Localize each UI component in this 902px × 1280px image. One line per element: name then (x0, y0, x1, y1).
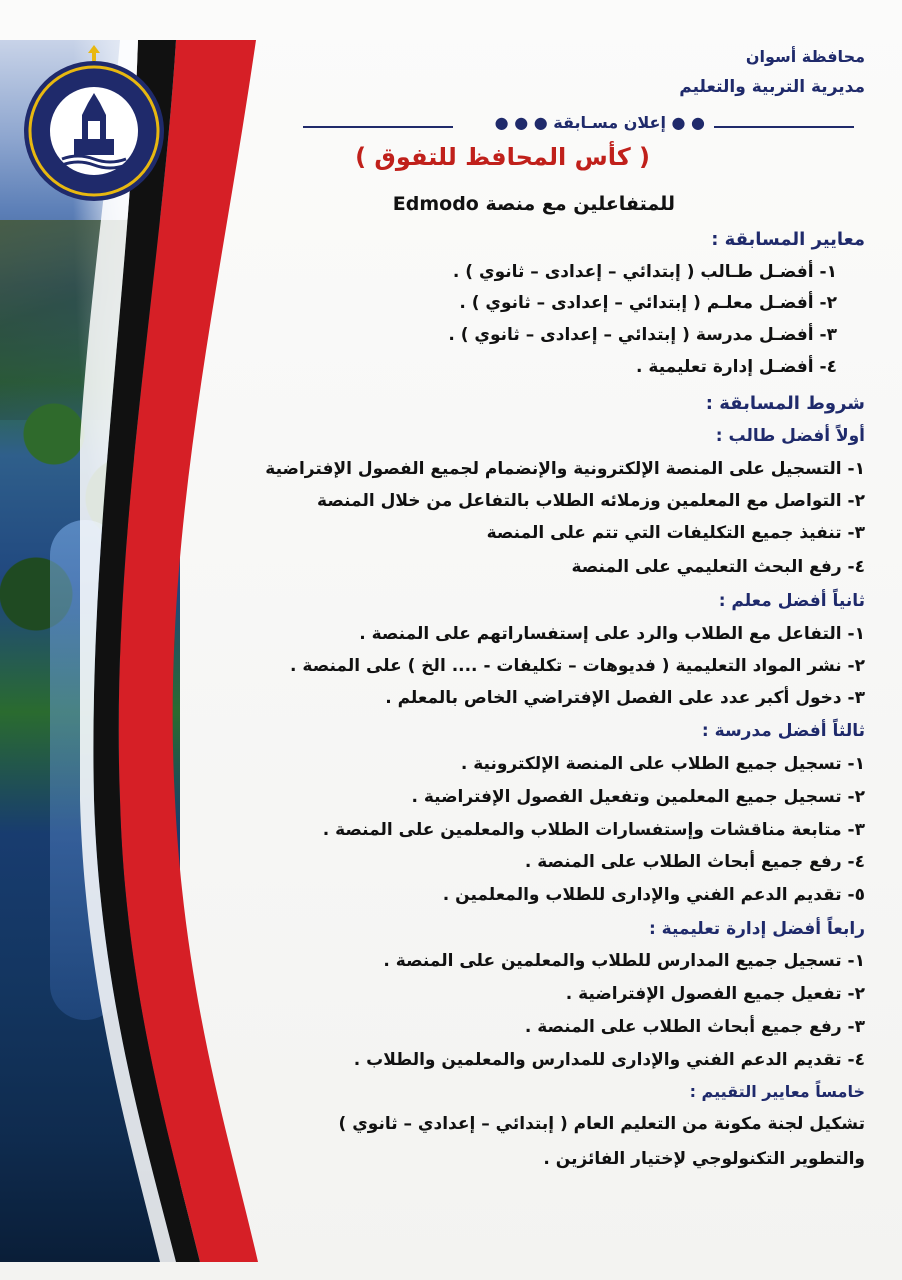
student-item: ٤- رفع البحث التعليمي على المنصة (571, 557, 865, 577)
school-item: ٤- رفع جميع أبحاث الطلاب على المنصة . (524, 852, 865, 872)
school-item: ٢- تسجيل جميع المعلمين وتفعيل الفصول الإفتراضية . (411, 787, 865, 807)
student-heading: أولاً أفضل طالب : (715, 426, 865, 446)
criteria-heading: معايير المسابقة : (711, 229, 865, 250)
admin-item: ٢- تفعيل جميع الفصول الإفتراضية . (565, 984, 865, 1004)
governorate-logo (22, 43, 167, 203)
teacher-item: ١- التفاعل مع الطلاب والرد على إستفساراتهم على المنصة . (359, 624, 865, 644)
subtitle: للمتفاعلين مع منصة Edmodo (392, 193, 675, 215)
announcement-title (495, 113, 705, 132)
cup-title: ( كأس المحافظ للتفوق ) (355, 143, 650, 171)
admin-item: ١- تسجيل جميع المدارس للطلاب والمعلمين على المنصة . (383, 951, 865, 971)
evaluation-heading: خامساً معايير التقييم : (689, 1082, 865, 1101)
announcement-text: إعلان مسـابقة (553, 113, 666, 132)
governorate-name: محافظة أسوان (745, 47, 865, 66)
announcement-rule-left (303, 126, 453, 128)
criteria-item: ٢- أفضـل معلـم ( إبتدائي – إعدادى – ثانوي ) . (459, 293, 837, 313)
admin-item: ٤- تقديم الدعم الفني والإدارى للمدارس والمعلمين والطلاب . (353, 1050, 865, 1070)
student-item: ٢- التواصل مع المعلمين وزملائه الطلاب بالتفاعل من خلال المنصة (317, 491, 865, 511)
teacher-item: ٢- نشر المواد التعليمية ( فديوهات – تكليفات - .... الخ ) على المنصة . (290, 656, 865, 676)
criteria-item: ٣- أفضـل مدرسة ( إبتدائي – إعدادى – ثانوي ) . (448, 325, 837, 345)
directorate-name: مديرية التربية والتعليم (679, 77, 865, 97)
school-item: ٣- متابعة مناقشات وإستفسارات الطلاب والمعلمين على المنصة . (322, 820, 865, 840)
bullet-dots-icon: ● ● ● (494, 113, 554, 132)
school-heading: ثالثاً أفضل مدرسة : (701, 721, 865, 741)
criteria-item: ٤- أفضـل إدارة تعليمية . (636, 357, 837, 377)
school-item: ٥- تقديم الدعم الفني والإدارى للطلاب والمعلمين . (442, 885, 865, 905)
teacher-heading: ثانياً أفضل معلم : (718, 591, 865, 611)
flag-stripes-decoration (80, 40, 280, 1262)
school-item: ١- تسجيل جميع الطلاب على المنصة الإلكترونية . (460, 754, 865, 774)
student-item: ٣- تنفيذ جميع التكليفات التي تتم على المنصة (486, 523, 865, 543)
announcement-rule-right (714, 126, 854, 128)
criteria-item: ١- أفضـل طـالب ( إبتدائي – إعدادى – ثانوي ) . (452, 262, 837, 282)
teacher-item: ٣- دخول أكبر عدد على الفصل الإفتراضي الخاص بالمعلم . (385, 688, 865, 708)
evaluation-line: تشكيل لجنة مكونة من التعليم العام ( إبتدائي – إعدادي – ثانوي ) (338, 1114, 865, 1134)
bullet-dots-icon: ● ● (665, 113, 705, 132)
conditions-heading: شروط المسابقة : (705, 393, 865, 414)
document-content (265, 0, 865, 1280)
admin-item: ٣- رفع جميع أبحاث الطلاب على المنصة . (524, 1017, 865, 1037)
evaluation-line: والتطوير التكنولوجي لإختيار الفائزين . (543, 1149, 865, 1169)
admin-heading: رابعاً أفضل إدارة تعليمية : (648, 919, 865, 939)
student-item: ١- التسجيل على المنصة الإلكترونية والإنضمام لجميع الفصول الإفتراضية (265, 459, 865, 479)
